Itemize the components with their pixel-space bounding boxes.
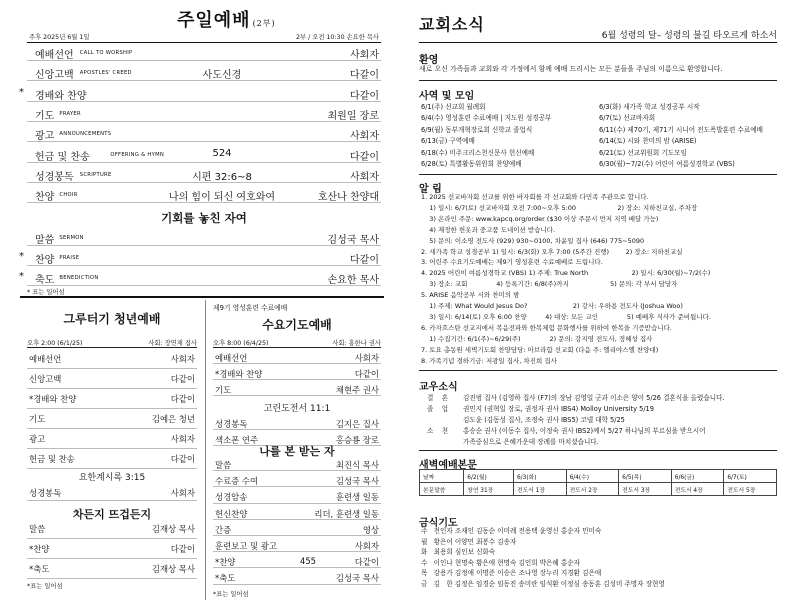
order-leader: 다같이	[350, 70, 379, 82]
order-row	[27, 562, 197, 579]
order-label: 광고	[29, 434, 46, 444]
order-label: 말씀	[29, 524, 46, 534]
order-label: 색소폰 연주	[215, 435, 259, 445]
fast-line: 목 강용가 김정애 이명준 이승은 조나영 장누리 지경환 김은애	[421, 569, 602, 578]
sunday-title-text: 주일예배	[177, 10, 251, 31]
order-leader: 손요한 목사	[327, 275, 379, 286]
order-row	[27, 45, 381, 61]
order-leader: 사회자	[354, 541, 379, 551]
member-row	[427, 403, 777, 414]
order-row	[19, 270, 381, 286]
sunday-title	[177, 6, 276, 32]
order-row	[27, 106, 381, 122]
ministry-item: 6/13(금) 구역예배	[421, 137, 475, 146]
order-label: 수료증 수여	[215, 476, 259, 487]
stand-mark: *	[19, 271, 24, 282]
youth-sermon-title: 차든지 뜨겁든지	[72, 508, 152, 521]
order-label: 헌금 및 찬송	[29, 454, 75, 464]
dawn-cell: 창연 31장	[464, 483, 514, 496]
wednesday-subtitle: 제9기 영성훈련 수료예배	[213, 304, 288, 312]
order-leader: 다같이	[170, 394, 195, 404]
order-label-en: PRAISE	[59, 255, 80, 261]
ministry-row	[421, 112, 777, 123]
order-leader: 사회자	[350, 50, 379, 61]
ministry-item: 6/9(월) 동부개혁장로회 신학교 졸업식	[421, 125, 533, 134]
wednesday-stand-note: *표는 일어섬	[213, 591, 249, 598]
order-label: 찬양	[35, 255, 55, 266]
order-label: 헌금 및 찬송	[35, 151, 90, 163]
order-label: 예배선언	[35, 50, 74, 61]
order-label: 성경봉독	[35, 171, 74, 183]
member-row	[427, 414, 777, 425]
dawn-header-cell: 6/5(목)	[619, 470, 672, 483]
ministry-item: 6/11(수) 제70기, 제71기 시니어 전도폭발훈련 수료예배	[599, 125, 763, 134]
order-label: *경배와 찬양	[29, 394, 77, 404]
news-subtitle: 6월 성령의 달– 성령의 불길 타오르게 하소서	[601, 31, 777, 41]
notice-line: 5. ARISE 음악공부 시와 찬미의 밤	[421, 291, 520, 300]
ministry-row	[421, 158, 777, 169]
members-title: 교우소식	[419, 382, 458, 393]
order-label: 훈련보고 및 광고	[215, 541, 277, 551]
order-leader: 김예은 청년	[151, 414, 195, 424]
youth-time: 오후 2:00 (6/1/25)	[27, 340, 83, 347]
order-leader: 다같이	[170, 454, 195, 464]
dawn-table-row	[420, 483, 777, 496]
welcome-text: 새로 오신 가족들과 교회와 각 가정에서 함께 예배 드리시는 모든 분들을 주님의 이름으로 환영합니다.	[419, 65, 723, 73]
order-row	[27, 126, 381, 142]
wednesday-order-list-3	[213, 458, 381, 586]
order-row	[213, 507, 381, 520]
ministry-row	[421, 124, 777, 135]
order-label: 예배선언	[29, 354, 62, 364]
order-leader: 사회자	[350, 131, 379, 143]
notice-line: 5) 문의: 이소영 전도사 (929) 930~0100, 차윤일 집사 (646) 775~5090	[421, 236, 645, 245]
order-row	[27, 486, 197, 501]
fast-title: 금식기도	[419, 518, 458, 529]
youth-worship-section	[27, 300, 197, 600]
order-leader: 김지은 집사	[335, 419, 379, 429]
order-label-en: CALL TO WORSHIP	[79, 50, 133, 56]
ministry-item: 6/14(토) 시와 찬미의 밤 (ARISE)	[599, 137, 697, 146]
order-leader: 다같이	[350, 151, 379, 163]
order-leader: 다같이	[350, 90, 379, 102]
wednesday-time: 오후 8:00 (6/4/25)	[213, 340, 269, 347]
order-label-en: BENEDICTION	[59, 275, 99, 281]
order-label: 말씀	[215, 460, 232, 470]
notice-line: 1) 주제: What Would Jesus Do? 2) 강사: 우하용 전도사 (Joshua Woo)	[421, 302, 683, 310]
news-page	[419, 6, 777, 606]
notice-line: 6. 카자흐스탄 선교지에서 복음전파와 한복체험 문화행사를 위하여 한복을 기증받습니다.	[421, 323, 672, 332]
order-label-en: PRAYER	[59, 110, 81, 117]
column-divider	[205, 300, 206, 600]
order-leader: 김성국 목사	[327, 235, 379, 246]
order-row	[19, 250, 381, 266]
youth-scripture: 요한계시록 3:15	[78, 473, 146, 483]
dawn-cell: 본문말씀	[420, 483, 464, 496]
section-divider	[20, 296, 384, 298]
notice-line: 1) 일시: 6/7(토) 선교바자회 오전 7:00~오후 5:00 2) 장소: 지하친교실, 주차장	[421, 203, 698, 212]
order-row	[27, 187, 381, 203]
notice-line: 2. 새가족 학교 성경공부 1) 일시: 6/3(화) 오후 7:00 (5주간 진행) 2) 장소: 지하친교실	[421, 247, 683, 256]
order-label: *경배와 찬양	[215, 369, 263, 379]
order-label-en: APOSTLES' CREED	[79, 70, 132, 77]
order-row	[27, 412, 197, 429]
dawn-cell: 전도서 4장	[671, 483, 724, 496]
dawn-table-header-row	[420, 470, 777, 483]
youth-order-list-3	[27, 522, 197, 582]
dawn-header-cell: 6/7(토)	[724, 470, 777, 483]
sunday-info-date: 주후 2025년 6월 1일	[29, 34, 90, 41]
wednesday-order-list	[213, 351, 381, 401]
sunday-sermon-title: 기회를 놓친 자여	[161, 211, 247, 225]
order-leader: 김성국 목사	[335, 573, 379, 584]
order-row	[213, 523, 381, 536]
member-row	[427, 392, 777, 403]
dawn-title: 새벽예배본문	[419, 460, 477, 471]
stand-note: * 표는 일어섬	[27, 289, 65, 296]
order-leader: 최원일 장로	[327, 110, 379, 122]
order-label-en: SCRIPTURE	[79, 171, 112, 178]
order-row	[27, 167, 381, 183]
member-text: 홍승순 권사 (이동수 집사, 이정숙 권사 IBS2)께서 5/27 하나님의 부르심을 받으시어	[463, 427, 706, 435]
order-row	[213, 351, 381, 364]
order-label: 성경암송	[215, 492, 248, 503]
notice-list	[421, 192, 777, 367]
order-row	[27, 432, 197, 449]
order-detail: 사도신경	[202, 70, 242, 82]
youth-stand-note: *표는 일어섬	[27, 583, 63, 590]
order-detail: 524	[212, 147, 232, 159]
order-label: *찬양	[29, 544, 50, 554]
dawn-header-cell: 날짜	[420, 470, 464, 483]
notice-line: 1) 수집기간: 6/1(주)~6/29(주) 2) 문의: 강지영 전도사, 정혜성 집사	[421, 334, 653, 343]
order-row	[213, 383, 381, 396]
order-label: 찬양	[35, 192, 55, 204]
member-row	[427, 425, 777, 436]
youth-order-list-2	[27, 486, 197, 502]
order-row	[213, 474, 381, 487]
fast-line: 화 최용희 심인보 신화숙	[421, 548, 496, 557]
order-leader: 최진식 목사	[335, 460, 379, 470]
youth-title: 그루터기 청년예배	[63, 312, 161, 326]
fast-line: 수 이인나 현명숙 황은애 현명숙 김인희 박은혜 홍순자	[421, 558, 580, 567]
order-row	[213, 571, 381, 584]
stand-mark: *	[19, 86, 24, 98]
notice-title: 알 림	[419, 184, 442, 195]
dawn-header-cell: 6/3(화)	[513, 470, 566, 483]
order-leader: 김재상 목사	[151, 564, 195, 574]
divider	[419, 42, 777, 43]
order-row	[27, 372, 197, 389]
order-detail: 시편 32:6~8	[192, 171, 252, 183]
order-label: 헌신찬양	[215, 508, 248, 519]
ministry-item: 6/4(수) 영성훈련 수료예배 | 지도원 성경공부	[421, 114, 552, 123]
notice-line: 4) 재정한 헌옷과 중고품 도네이션 받습니다.	[421, 225, 556, 234]
member-row	[427, 436, 777, 447]
dawn-table-wrap	[419, 469, 777, 496]
fast-list	[421, 525, 777, 605]
fast-line: 월 황은어 이양민 최봉수 김송자	[421, 537, 517, 546]
order-row	[27, 522, 197, 539]
order-leader: 영상	[362, 524, 379, 535]
member-kind: 결 혼	[427, 394, 449, 402]
member-text: 가족중심으로 은혜가운데 장례를 마치셨습니다.	[463, 438, 599, 446]
order-leader: 호산나 찬양대	[317, 192, 379, 204]
order-leader: 사회자	[354, 353, 379, 363]
wednesday-scripture: 고린도전서 11:1	[263, 404, 331, 414]
order-label: 축도	[35, 275, 55, 286]
order-row	[213, 417, 381, 430]
order-row	[27, 230, 381, 246]
notice-line: 1. 2025 선교바자회 선교를 위한 바자회를 각 선교회와 다민족 주관으로 합니다.	[421, 193, 649, 201]
order-leader: 다같이	[350, 255, 379, 266]
order-row	[27, 65, 381, 81]
order-detail: 나의 힘이 되신 여호와여	[168, 192, 276, 204]
member-kind: 졸 업	[427, 405, 449, 413]
order-leader: 리더, 훈련생 일동	[314, 508, 379, 519]
youth-order-list	[27, 352, 197, 472]
order-label: 예배선언	[215, 353, 248, 363]
order-leader: 사회자	[170, 488, 195, 498]
order-label: 간증	[215, 524, 232, 535]
ministry-title: 사역 및 모임	[419, 91, 475, 102]
order-label: 기도	[215, 385, 232, 395]
order-row	[213, 539, 381, 552]
ministry-row	[421, 135, 777, 146]
ministry-row	[421, 147, 777, 158]
sunday-title-suffix: (2부)	[252, 19, 276, 28]
welcome-title: 환영	[419, 55, 439, 66]
dawn-cell: 전도서 2장	[566, 483, 619, 496]
divider	[213, 347, 381, 348]
dawn-cell: 전도서 1장	[513, 483, 566, 496]
order-row	[213, 458, 381, 471]
order-label: 성경봉독	[29, 488, 62, 498]
order-label: 신앙고백	[29, 374, 62, 384]
divider	[419, 80, 777, 81]
order-leader: 사회자	[170, 434, 195, 444]
notice-line: 7. 토요 총동원 새벽기도회 찬양담당: 아브라함 선교회 (다음 주: 엘리야스엘 찬양대)	[421, 345, 659, 354]
order-row	[213, 367, 381, 380]
wednesday-sermon-title: 나를 본 받는 자	[259, 445, 335, 458]
order-label: 기도	[35, 110, 55, 122]
dawn-header-cell: 6/2(월)	[464, 470, 514, 483]
notice-line: 8. 가족기념 경하기금: 저광일 집사, 차진희 집사	[421, 356, 557, 365]
member-kind: 소 천	[427, 427, 449, 435]
ministry-item: 6/1(주) 선교회 월례회	[421, 103, 486, 111]
order-label: 경배와 찬양	[35, 90, 87, 102]
order-leader: 다같이	[170, 544, 195, 554]
notice-line: 3) 온라인 주문: www.kapcq.org/order ($30 이상 주문시 먼저 지역 배달 가능)	[421, 214, 659, 223]
order-label: 성경봉독	[215, 419, 248, 429]
ministry-item: 6/3(화) 새가족 학교 성경공부 시작	[599, 103, 700, 111]
sunday-order-list	[19, 45, 381, 205]
ministry-item: 6/30(월)~7/2(수) 어린이 여름성경학교 (VBS)	[599, 160, 735, 168]
order-label-en: ANNOUNCEMENTS	[59, 131, 112, 138]
notice-line: 3. 어린주 수요기도예배는 제9기 영성훈련 수료예배로 드립니다.	[421, 258, 603, 267]
wednesday-worship-section	[213, 300, 381, 600]
order-row	[19, 86, 381, 102]
dawn-header-cell: 6/4(수)	[566, 470, 619, 483]
order-label: 기도	[29, 414, 46, 424]
youth-leader: 사회: 장연재 집사	[148, 340, 197, 347]
ministry-item: 6/28(토) 특별활동위원회 찬양예배	[421, 160, 522, 168]
wednesday-leader: 사회: 홍한나 권사	[332, 340, 381, 347]
notice-line: 3) 장소: 교회 4) 등록기간: 6/8(주)까지 5) 문의: 각 부서 담당자	[421, 280, 678, 289]
order-label: *축도	[215, 573, 236, 584]
order-label-en: SERMON	[59, 235, 84, 241]
order-leader: 다같이	[170, 374, 195, 384]
ministry-item: 6/18(수) 미주크리스천신문사 헌신예배	[421, 148, 535, 157]
sunday-worship-section	[19, 6, 381, 296]
order-leader: 훈련생 일동	[335, 492, 379, 503]
order-row	[27, 452, 197, 469]
ministry-row	[421, 101, 777, 112]
order-row	[213, 490, 381, 503]
order-detail: 455	[300, 556, 316, 567]
order-row	[213, 555, 381, 568]
divider	[27, 42, 381, 43]
wednesday-title: 수요기도예배	[262, 318, 332, 332]
member-text: 김도윤 (김동성 집사, 조정숙 권사 IBS5) 코넬 대학 5/25	[463, 416, 625, 424]
ministry-list	[421, 101, 777, 171]
notice-line: 4. 2025 어린이 여름성경학교 (VBS) 1) 주제: True North 2) 일시: 6/30(월)~7/2(수)	[421, 269, 711, 278]
order-label: 광고	[35, 131, 55, 143]
order-leader: 사회자	[350, 171, 379, 183]
order-leader: 김재상 목사	[151, 524, 195, 534]
order-row	[27, 147, 381, 163]
order-leader: 김성국 목사	[335, 476, 379, 487]
order-row	[27, 392, 197, 409]
ministry-item: 6/7(토) 선교바자회	[599, 114, 656, 123]
members-list	[427, 392, 777, 448]
member-text: 김진범 집사 (김영하 집사 (F7)의 장남 김영일 군과 이소은 양이 5/26 결혼식을 올렸습니다.	[463, 394, 725, 402]
order-label-en: CHOIR	[59, 192, 78, 199]
ministry-item: 6/21(토) 선교위원회 기도모임	[599, 148, 687, 157]
dawn-header-cell: 6/6(금)	[671, 470, 724, 483]
order-row	[27, 352, 197, 369]
order-leader: 홍승룡 장로	[335, 435, 379, 445]
order-label: 신앙고백	[35, 70, 74, 82]
news-title: 교회소식	[419, 15, 485, 34]
order-label: *축도	[29, 564, 50, 574]
order-label: 말씀	[35, 235, 55, 246]
order-leader: 채현주 권사	[335, 385, 379, 395]
fast-line: 금 김 한 김정은 임경순 임동진 송미란 임석환 이정심 송동훈 김성미 주명자 장현영	[421, 580, 665, 588]
dawn-table	[419, 469, 777, 496]
divider	[419, 370, 777, 371]
divider	[419, 174, 777, 175]
stand-mark: *	[19, 251, 24, 262]
order-row	[27, 542, 197, 559]
notice-line: 3) 일시: 6/14(토) 오후 6:00 찬양 4) 대상: 모든 교인 5) 예배후 식사가 준비됩니다.	[421, 312, 711, 321]
dawn-cell: 전도서 3장	[619, 483, 672, 496]
member-text: 권민지 (권혁일 장로, 권정자 권사 IBS4) Molloy University 5/19	[463, 405, 654, 413]
order-label: *찬양	[215, 557, 236, 568]
fast-line: 주 전인자 조재인 김동순 이미례 전용택 윤영신 홍순자 민미숙	[421, 527, 602, 535]
sunday-order-list-2	[19, 230, 381, 290]
order-leader: 다같이	[354, 369, 379, 379]
order-leader: 사회자	[170, 354, 195, 364]
divider	[419, 450, 777, 451]
order-leader: 다같이	[354, 557, 379, 568]
dawn-cell: 전도서 5장	[724, 483, 777, 496]
order-label-en: OFFERING & HYMN	[110, 151, 165, 158]
sunday-info-time: 2부 / 오전 10:30 손요한 목사	[296, 34, 379, 41]
divider	[27, 347, 197, 348]
